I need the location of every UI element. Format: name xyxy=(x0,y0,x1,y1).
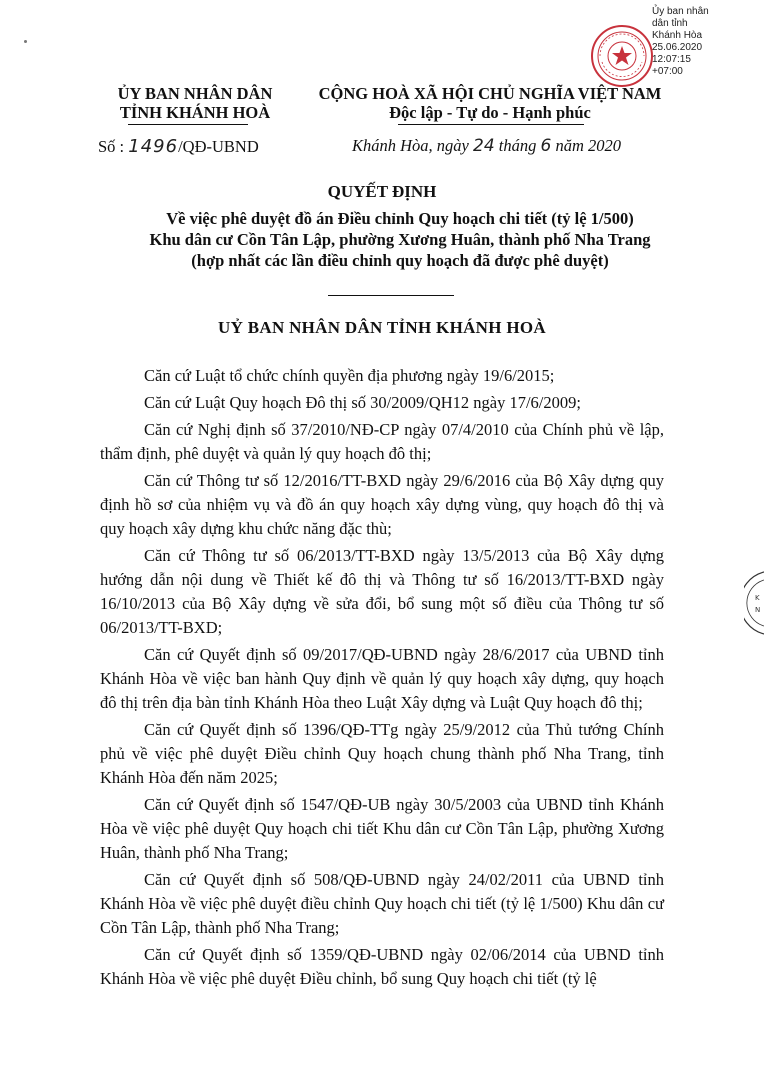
legal-basis-paragraph: Căn cứ Luật tổ chức chính quyền địa phương ngày 19/6/2015; xyxy=(144,366,555,385)
legal-basis-paragraph: Căn cứ Thông tư số 12/2016/TT-BXD ngày 29/6/2016 của Bộ Xây dựng quy định hồ sơ của nhiệm vụ và đồ án quy hoạch xây dựng vùng, quy hoạch đô thị và quy hoạch xây dựng khu chức năng đặc thù; xyxy=(100,471,664,538)
signature-line: Ủy ban nhân xyxy=(652,6,709,17)
document-number xyxy=(98,136,259,157)
edge-stamp-icon xyxy=(744,570,764,636)
legal-basis-paragraph: Căn cứ Nghị định số 37/2010/NĐ-CP ngày 07/4/2010 của Chính phủ về lập, thẩm định, phê duyệt và quản lý quy hoạch đô thị; xyxy=(100,420,664,463)
svg-text:N: N xyxy=(755,606,761,614)
issuer-underline xyxy=(128,124,248,125)
motto-underline xyxy=(398,124,584,125)
subject-line: (hợp nhất các lần điều chỉnh quy hoạch đã được phê duyệt) xyxy=(191,251,609,270)
signature-line: 12:07:15 xyxy=(652,54,691,65)
signature-line: +07:00 xyxy=(652,66,683,77)
legal-basis-paragraph: Căn cứ Thông tư số 06/2013/TT-BXD ngày 13/5/2013 của Bộ Xây dựng hướng dẫn nội dung về Thiết kế đô thị và Thông tư số 16/2013/TT-BXD ngày 16/10/2013 của Bộ Xây dựng về sửa đổi, bổ sung một số điều của Thông tư số 06/2013/TT-BXD; xyxy=(100,546,664,637)
signature-line: Khánh Hòa xyxy=(652,30,703,41)
subject-line: Khu dân cư Cồn Tân Lập, phường Xương Huân, thành phố Nha Trang xyxy=(149,230,651,249)
digital-signature-note xyxy=(652,6,760,78)
margin-speck xyxy=(24,40,27,43)
issuer-header xyxy=(100,84,290,122)
legal-basis-paragraph: Căn cứ Quyết định số 508/QĐ-UBND ngày 24/02/2011 của UBND tỉnh Khánh Hòa về việc phê duyệt điều chỉnh Quy hoạch chi tiết (tỷ lệ 1/500) Khu dân cư Cồn Tân Lập, thành phố Nha Trang; xyxy=(100,870,664,937)
signature-line: dân tỉnh xyxy=(652,18,688,29)
date-part-3: năm 2020 xyxy=(555,136,621,155)
divider xyxy=(328,295,454,296)
motto: Độc lập - Tự do - Hạnh phúc xyxy=(389,103,591,122)
legal-basis-paragraph: Căn cứ Luật Quy hoạch Đô thị số 30/2009/QH12 ngày 17/6/2009; xyxy=(144,393,581,412)
document-date xyxy=(352,136,621,156)
issuer-line-2: TỈNH KHÁNH HOÀ xyxy=(119,103,271,122)
date-part-2: tháng xyxy=(498,136,537,155)
legal-basis-paragraph: Căn cứ Quyết định số 1359/QĐ-UBND ngày 02/06/2014 của UBND tỉnh Khánh Hòa về việc phê duyệt Điều chỉnh, bổ sung Quy hoạch chi tiết (tỷ lệ xyxy=(100,945,664,988)
subject-line: Về việc phê duyệt đồ án Điều chỉnh Quy hoạch chi tiết (tỷ lệ 1/500) xyxy=(166,209,634,228)
svg-text:K: K xyxy=(755,594,760,602)
legal-basis-paragraph: Căn cứ Quyết định số 09/2017/QĐ-UBND ngày 28/6/2017 của UBND tỉnh Khánh Hòa về việc ban hành Quy định về quản lý quy hoạch xây dựng, quy hoạch đô thị trên địa bàn tỉnh Khánh Hòa theo Luật Xây dựng và Luật Quy hoạch đô thị; xyxy=(100,645,664,712)
handwritten-day: 24 xyxy=(473,136,495,156)
national-motto-header xyxy=(300,84,680,122)
document-subject xyxy=(90,208,710,271)
issuing-authority: UỶ BAN NHÂN DÂN TỈNH KHÁNH HOÀ xyxy=(218,318,546,337)
issuer-line-1: ỦY BAN NHÂN DÂN xyxy=(117,84,273,103)
number-prefix: Số : xyxy=(98,137,125,156)
legal-basis-paragraph: Căn cứ Quyết định số 1396/QĐ-TTg ngày 25/9/2012 của Thủ tướng Chính phủ về việc phê duyệt Điều chỉnh Quy hoạch chung thành phố Nha Trang, tỉnh Khánh Hòa đến năm 2025; xyxy=(100,720,664,787)
handwritten-month: 6 xyxy=(540,136,552,156)
official-seal-icon xyxy=(590,24,654,88)
document-title: QUYẾT ĐỊNH xyxy=(327,182,437,201)
date-part-1: Khánh Hòa, ngày xyxy=(352,136,469,155)
document-body xyxy=(100,364,664,994)
number-suffix: /QĐ-UBND xyxy=(178,137,259,156)
legal-basis-paragraph: Căn cứ Quyết định số 1547/QĐ-UB ngày 30/5/2003 của UBND tỉnh Khánh Hòa về việc phê duyệt Quy hoạch chi tiết Khu dân cư Cồn Tân Lập, phường Xương Huân, thành phố Nha Trang; xyxy=(100,795,664,862)
handwritten-number: 1496 xyxy=(128,136,179,157)
signature-line: 25.06.2020 xyxy=(652,42,703,53)
country-name: CỘNG HOÀ XÃ HỘI CHỦ NGHĨA VIỆT NAM xyxy=(318,84,662,103)
